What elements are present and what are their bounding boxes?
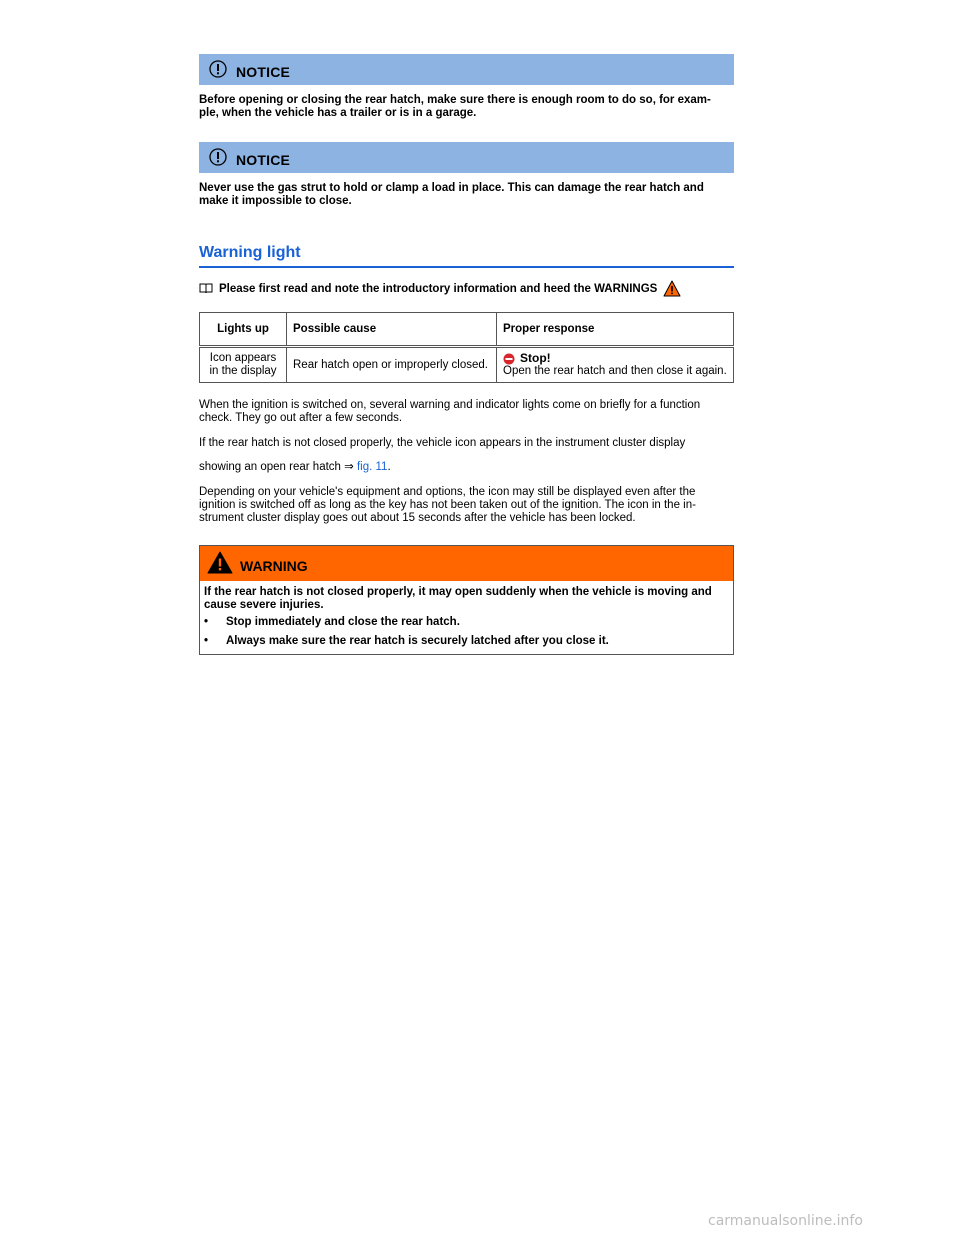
notice-exclamation-icon xyxy=(209,148,227,166)
list-item xyxy=(204,616,729,629)
cell-possible-cause: Rear hatch open or improperly closed. xyxy=(287,347,497,383)
warning-box xyxy=(199,545,734,655)
notice-text: Never use the gas strut to hold or clamp a load in place. This can damage the rear hatch and make it impossible to close. xyxy=(199,182,704,207)
paragraph xyxy=(199,461,734,474)
notice-title: NOTICE xyxy=(236,152,291,168)
notice-title: NOTICE xyxy=(236,64,291,80)
cell-proper-response xyxy=(497,347,734,383)
paragraph-text: . xyxy=(387,461,391,473)
paragraph: Depending on your vehicle's equipment and options, the icon may still be displayed even after the ignition is switched off as long as the key has not been taken out of the ignition. The icon in the in-strument cluster display goes out about 15 seconds after the vehicle has been locked. xyxy=(199,485,696,524)
intro-text: Please first read and note the introductory information and heed the WARNINGS xyxy=(219,282,658,295)
watermark: carmanualsonline.info xyxy=(708,1213,863,1229)
stop-row xyxy=(503,352,727,365)
warning-title: WARNING xyxy=(240,557,308,574)
warning-triangle-icon xyxy=(663,280,681,297)
header-possible-cause: Possible cause xyxy=(287,313,497,347)
paragraph: When the ignition is switched on, several warning and indicator lights come on briefly for a function check. They go out after a few seconds. xyxy=(199,399,701,424)
warning-list xyxy=(200,612,733,654)
warning-text: If the rear hatch is not closed properly, it may open suddenly when the vehicle is moving and cause severe injuries. xyxy=(204,585,712,611)
bullet: • xyxy=(204,615,209,628)
notice-box xyxy=(199,54,734,120)
header-lights-up: Lights up xyxy=(200,313,287,347)
page-content xyxy=(199,54,734,655)
list-item xyxy=(204,635,729,648)
notice-header xyxy=(199,142,734,173)
figure-link[interactable]: fig. 11 xyxy=(356,461,388,473)
book-icon xyxy=(199,283,213,294)
section-heading: Warning light xyxy=(199,244,734,268)
response-text: Open the rear hatch and then close it again. xyxy=(503,365,727,377)
notice-exclamation-icon xyxy=(209,60,227,78)
stop-label: Stop! xyxy=(520,351,551,365)
bullet: • xyxy=(204,634,209,647)
list-item-text: Always make sure the rear hatch is securely latched after you close it. xyxy=(226,634,609,647)
list-item-text: Stop immediately and close the rear hatch. xyxy=(226,615,460,628)
warning-triangle-icon xyxy=(207,551,233,574)
header-proper-response: Proper response xyxy=(497,313,734,347)
paragraph-text: showing an open rear hatch ⇒ xyxy=(199,461,357,473)
notice-box xyxy=(199,142,734,208)
table-header-row xyxy=(200,313,734,347)
cell-lights-up: Icon appears in the display xyxy=(200,347,287,383)
table-row xyxy=(200,347,734,383)
stop-icon xyxy=(503,353,515,365)
notice-text: Before opening or closing the rear hatch, make sure there is enough room to do so, for exam-ple, when the vehicle has a trailer or is in a garage. xyxy=(199,94,711,119)
warning-light-table xyxy=(199,312,734,383)
paragraph: If the rear hatch is not closed properly, the vehicle icon appears in the instrument cluster display xyxy=(199,436,686,449)
warning-header xyxy=(200,546,733,581)
notice-header xyxy=(199,54,734,85)
intro-line xyxy=(199,280,734,297)
